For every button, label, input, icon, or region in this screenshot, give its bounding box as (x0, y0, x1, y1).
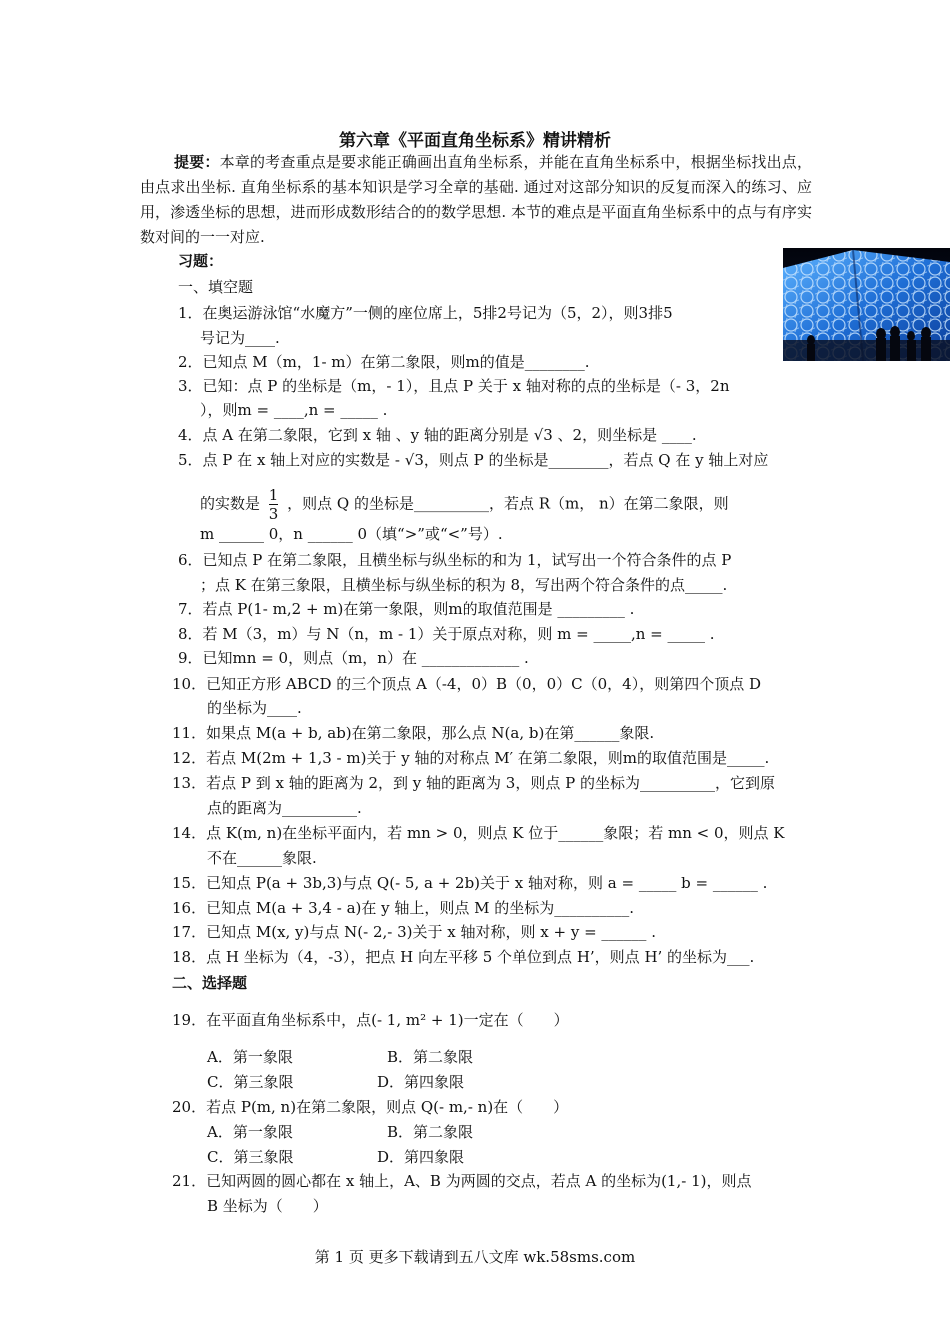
question-19-options-row-2 (207, 1071, 464, 1093)
section-multiple-choice: 二、选择题 (172, 974, 248, 992)
question-5-text-a: 的实数是 (200, 494, 261, 513)
exercises-heading: 习题： (178, 252, 224, 270)
fraction-one-third (269, 486, 279, 523)
question-6-line-2: ；点 K 在第三象限，且横坐标与纵坐标的积为 8，写出两个符合条件的点_____. (200, 576, 728, 594)
option-d: D．第四象限 (377, 1148, 465, 1166)
question-13-line-1: 13．若点 P 到 x 轴的距离为 2，到 y 轴的距离为 3，则点 P 的坐标为__________，它到原 (172, 774, 775, 792)
question-5-text-b: ，则点 Q 的坐标是__________，若点 R（m， n）在第二象限，则 (287, 494, 729, 513)
option-d: D．第四象限 (377, 1073, 465, 1091)
question-19: 19．在平面直角坐标系中，点(- 1, m² + 1)一定在（ ） (172, 1011, 569, 1029)
summary-paragraph (140, 150, 812, 250)
question-21-line-1: 21．已知两圆的圆心都在 x 轴上，A、B 为两圆的交点，若点 A 的坐标为(1,- 1)，则点 (172, 1172, 752, 1190)
question-10-line-2: 的坐标为____. (207, 699, 302, 717)
question-17: 17．已知点 M(x, y)与点 N(- 2,- 3)关于 x 轴对称，则 x + y = ______ . (172, 923, 656, 941)
question-15: 15．已知点 P(a + 3b,3)与点 Q(- 5, a + 2b)关于 x 轴对称，则 a = _____ b = ______ . (172, 874, 768, 892)
question-2: 2．已知点 M（m，1- m）在第二象限，则m的值是________. (178, 353, 590, 371)
question-16: 16．已知点 M(a + 3,4 - a)在 y 轴上，则点 M 的坐标为__________. (172, 899, 635, 917)
question-20: 20．若点 P(m, n)在第二象限，则点 Q(- m,- n)在（ ） (172, 1098, 569, 1116)
question-18: 18．点 H 坐标为（4，-3），把点 H 向左平移 5 个单位到点 H’，则点 H’ 的坐标为___. (172, 948, 755, 966)
summary-text: 本章的考查重点是要求能正确画出直角坐标系，并能在直角坐标系中，根据坐标找出点，由点求出坐标. 直角坐标系的基本知识是学习全章的基础. 通过对这部分知识的反复而深入的练习、应用，渗透坐标的思想，进而形成数形结合的的数学思想. 本节的难点是平面直角坐标系中的点与有序实数对间的一一对应. (140, 153, 812, 246)
option-c: C．第三象限 (207, 1073, 294, 1091)
option-c: C．第三象限 (207, 1148, 294, 1166)
option-a: A．第一象限 (207, 1048, 293, 1066)
question-20-options-row-2 (207, 1146, 464, 1168)
question-10-line-1: 10．已知正方形 ABCD 的三个顶点 A（-4，0）B（0，0）C（0，4），则第四个顶点 D (172, 675, 761, 693)
option-a: A．第一象限 (207, 1123, 293, 1141)
question-3-line-2: ），则m = ____,n = _____ . (200, 401, 388, 419)
question-5-line-2 (200, 486, 729, 523)
question-14-line-2: 不在______象限. (207, 849, 317, 867)
question-3-line-1: 3．已知：点 P 的坐标是（m，- 1），且点 P 关于 x 轴对称的点的坐标是（- 3，2n (178, 377, 730, 395)
question-7: 7．若点 P(1- m,2 + m)在第一象限，则m的取值范围是 _________ . (178, 600, 635, 618)
summary-label: 提要： (174, 153, 220, 171)
section-fill-blank: 一、填空题 (178, 278, 254, 296)
question-11: 11．如果点 M(a + b, ab)在第二象限，那么点 N(a, b)在第______象限. (172, 724, 655, 742)
question-1-line-2: 号记为____. (200, 329, 280, 347)
question-13-line-2: 点的距离为__________. (207, 799, 362, 817)
option-b: B．第二象限 (387, 1123, 474, 1141)
fraction-denominator: 3 (268, 505, 279, 523)
question-5-line-1: 5．点 P 在 x 轴上对应的实数是 - √3，则点 P 的坐标是________，若点 Q 在 y 轴上对应 (178, 451, 769, 469)
question-6-line-1: 6．已知点 P 在第二象限，且横坐标与纵坐标的和为 1，试写出一个符合条件的点 P (178, 551, 732, 569)
question-4: 4．点 A 在第二象限，它到 x 轴 、y 轴的距离分别是 √3 、2，则坐标是 ____. (178, 426, 697, 444)
question-12: 12．若点 M(2m + 1,3 - m)关于 y 轴的对称点 M′ 在第二象限，则m的取值范围是_____. (172, 749, 770, 767)
question-20-options-row-1 (207, 1121, 473, 1143)
question-9: 9．已知mn = 0，则点（m，n）在 _____________ . (178, 649, 529, 667)
question-21-line-2: B 坐标为（ ） (207, 1197, 328, 1215)
page-footer: 第 1 页 更多下载请到五八文库 wk.58sms.com (314, 1248, 636, 1266)
question-19-options-row-1 (207, 1046, 473, 1068)
water-cube-photo (783, 248, 950, 361)
option-b: B．第二象限 (387, 1048, 474, 1066)
question-1-line-1: 1．在奥运游泳馆“水魔方”一侧的座位席上，5排2号记为（5，2），则3排5 (178, 304, 673, 322)
question-8: 8．若 M（3，m）与 N（n，m - 1）关于原点对称，则 m = _____,n = _____ . (178, 625, 715, 643)
question-5-line-3: m ______ 0，n ______ 0（填“>”或“<”号）. (200, 525, 503, 543)
page-title: 第六章《平面直角坐标系》精讲精析 (339, 131, 611, 151)
question-14-line-1: 14．点 K(m, n)在坐标平面内，若 mn > 0，则点 K 位于______象限；若 mn < 0，则点 K (172, 824, 785, 842)
fraction-numerator: 1 (268, 486, 279, 504)
